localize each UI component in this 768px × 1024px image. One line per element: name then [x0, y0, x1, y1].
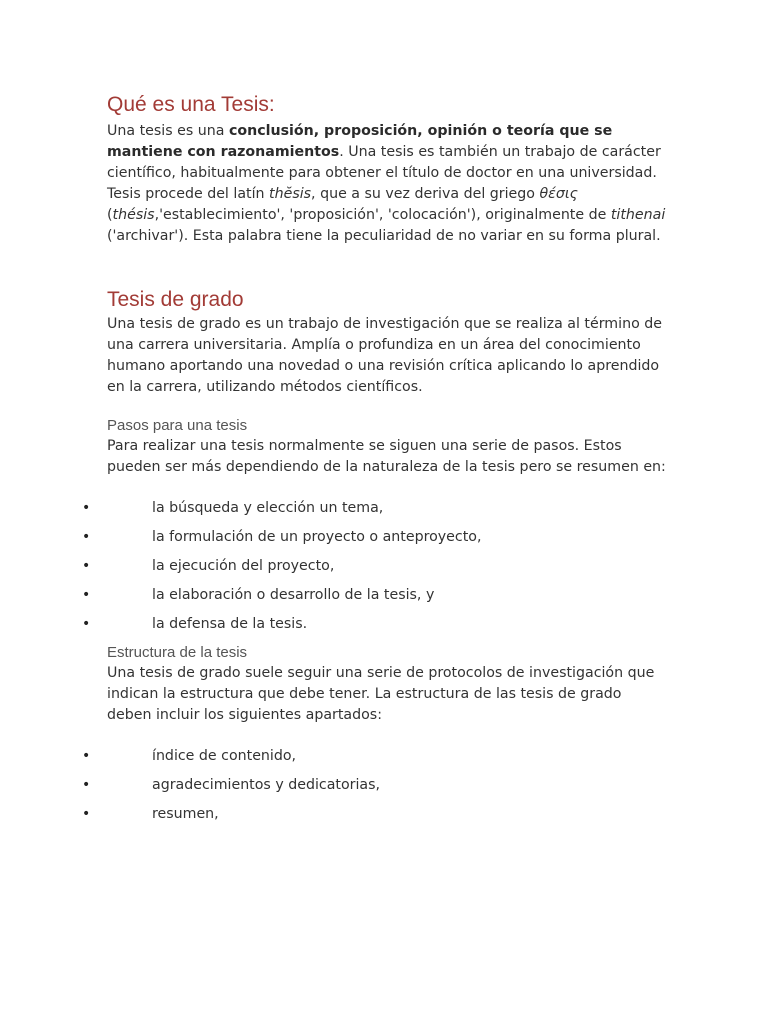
etymology-thesis-latin: thĕsis	[269, 186, 312, 202]
etymology-text-d: ,'establecimiento', 'proposición', 'colocación'), originalmente de	[154, 207, 611, 223]
paragraph-definition	[107, 121, 667, 184]
etymology-text-b: , que a su vez deriva del griego	[311, 186, 540, 202]
heading-estructura: Estructura de la tesis	[107, 644, 248, 661]
list-item	[0, 581, 768, 610]
list-estructura	[0, 742, 768, 829]
list-item	[0, 523, 768, 552]
paragraph-estructura: Una tesis de grado suele seguir una serie de protocolos de investigación que indican la estructura que debe tener. La estructura de las tesis de grado deben incluir los siguientes apartados:	[107, 665, 655, 723]
bullet-glyph: •	[82, 558, 91, 574]
etymology-text-c: (	[107, 207, 113, 223]
heading-pasos: Pasos para una tesis	[107, 417, 248, 434]
list-item	[0, 800, 768, 829]
list-item	[0, 771, 768, 800]
list-item-text: agradecimientos y dedicatorias,	[152, 777, 381, 793]
section-tesis-de-grado	[107, 287, 667, 398]
list-item-text: índice de contenido,	[152, 748, 297, 764]
list-pasos	[0, 494, 768, 639]
bullet-glyph: •	[82, 529, 91, 545]
list-item-text: la ejecución del proyecto,	[152, 558, 335, 574]
list-item-text: la formulación de un proyecto o anteproyecto,	[152, 529, 482, 545]
section-pasos	[107, 417, 667, 478]
list-item-text: la búsqueda y elección un tema,	[152, 500, 384, 516]
list-item-text: la defensa de la tesis.	[152, 616, 308, 632]
etymology-text-e: ('archivar'). Esta palabra tiene la peculiaridad de no variar en su forma plural.	[107, 228, 661, 244]
definition-text-end: . Una tesis es también un trabajo de carácter científico, habitualmente para obtener el título de doctor en una universidad.	[107, 144, 661, 181]
bullet-glyph: •	[82, 587, 91, 603]
etymology-greek: θέσις	[539, 186, 578, 202]
etymology-thesis-greek: thésis	[112, 207, 155, 223]
list-item-text: la elaboración o desarrollo de la tesis, y	[152, 587, 435, 603]
definition-text-start: Una tesis es una	[107, 123, 229, 139]
heading-que-es-tesis: Qué es una Tesis:	[107, 93, 275, 116]
paragraph-pasos: Para realizar una tesis normalmente se siguen una serie de pasos. Estos pueden ser más dependiendo de la naturaleza de la tesis pero se resumen en:	[107, 438, 666, 475]
heading-tesis-de-grado: Tesis de grado	[107, 288, 244, 311]
bullet-glyph: •	[82, 748, 91, 764]
section-que-es-tesis	[107, 92, 667, 247]
bullet-glyph: •	[82, 616, 91, 632]
etymology-text-a: Tesis procede del latín	[107, 186, 270, 202]
bullet-glyph: •	[82, 500, 91, 516]
paragraph-tesis-de-grado: Una tesis de grado es un trabajo de investigación que se realiza al término de una carrera universitaria. Amplía o profundiza en un área del conocimiento humano aportando una novedad o una revisión crítica aplicando lo aprendido en la carrera, utilizando métodos científicos.	[107, 316, 662, 395]
paragraph-etymology	[107, 184, 667, 247]
list-item	[0, 610, 768, 639]
list-item	[0, 742, 768, 771]
bullet-glyph: •	[82, 806, 91, 822]
section-estructura	[107, 644, 667, 726]
list-item	[0, 494, 768, 523]
etymology-tithenai: tithenai	[610, 207, 666, 223]
bullet-glyph: •	[82, 777, 91, 793]
list-item-text: resumen,	[152, 806, 219, 822]
definition-bold: conclusión, proposición, opinión o teoría que se mantiene con razonamientos	[107, 123, 613, 160]
list-item	[0, 552, 768, 581]
